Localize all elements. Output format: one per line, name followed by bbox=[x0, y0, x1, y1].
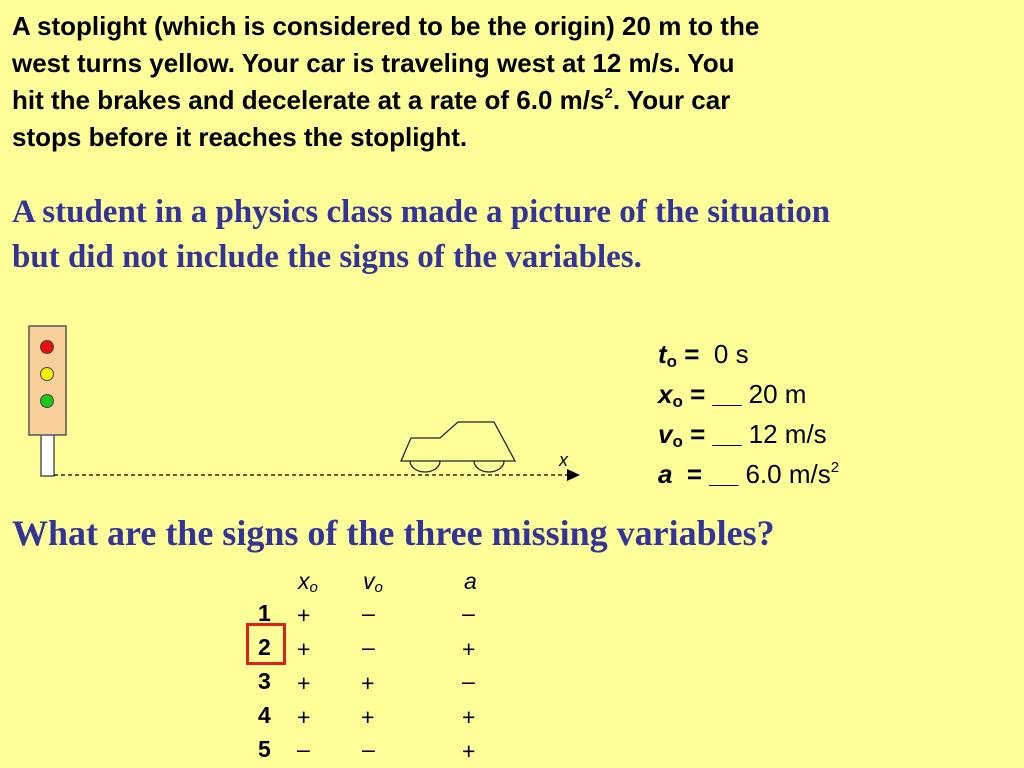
selected-option-highlight bbox=[246, 623, 286, 665]
option-2-v0-sign: – bbox=[362, 634, 375, 660]
option-5-x0-sign: – bbox=[297, 736, 310, 762]
stoplight-pole bbox=[41, 434, 54, 476]
option-1-x0-sign: + bbox=[297, 602, 311, 628]
option-1-number[interactable]: 1 bbox=[258, 600, 271, 626]
option-3-number[interactable]: 3 bbox=[258, 668, 271, 694]
variable-t0: $t_o = 0$ s bbox=[658, 339, 749, 371]
header-a: a bbox=[464, 568, 477, 594]
option-5-a-sign: + bbox=[462, 738, 476, 764]
problem-line-4: stops before it reaches the stoplight. bbox=[12, 122, 468, 152]
option-3-a-sign: – bbox=[462, 668, 475, 694]
option-4-number[interactable]: 4 bbox=[258, 702, 271, 728]
question-text: What are the signs of the three missing variables? bbox=[12, 513, 775, 553]
variable-v0: $v_o$ = __ 12 m/s bbox=[658, 419, 827, 451]
option-3-v0-sign: + bbox=[361, 670, 375, 696]
option-5-v0-sign: – bbox=[362, 736, 375, 762]
green-light-icon bbox=[41, 395, 54, 408]
option-5-number[interactable]: 5 bbox=[258, 736, 271, 762]
x-axis-arrowhead bbox=[567, 469, 580, 481]
student-note bbox=[12, 190, 1017, 280]
problem-statement bbox=[12, 8, 1012, 156]
option-2-a-sign: + bbox=[462, 636, 476, 662]
option-2-number[interactable]: 2 bbox=[258, 634, 271, 660]
problem-line-1: A stoplight (which is considered to be the origin) 20 m to the bbox=[12, 11, 760, 41]
problem-line-3: hit the brakes and decelerate at a rate of 6.0 $m/s^2$. Your car bbox=[12, 85, 731, 115]
variable-a: a = __ 6.0 $m/s^2$ bbox=[658, 459, 840, 489]
option-4-a-sign: + bbox=[462, 704, 476, 730]
option-4-v0-sign: + bbox=[361, 704, 375, 730]
x-axis-label: x bbox=[559, 450, 568, 470]
car-icon bbox=[401, 422, 515, 472]
student-note-line-1: A student in a physics class made a picture of the situation bbox=[12, 194, 831, 230]
variable-x0: $x_o$ = __ 20 m bbox=[658, 379, 807, 411]
student-note-line-2: but did not include the signs of the variables. bbox=[12, 239, 642, 275]
header-x0: xo bbox=[298, 568, 318, 596]
option-1-v0-sign: – bbox=[362, 600, 375, 626]
option-4-x0-sign: + bbox=[297, 704, 311, 730]
yellow-light-icon bbox=[41, 368, 54, 381]
situation-diagram bbox=[0, 300, 620, 500]
header-v0: vo bbox=[363, 568, 383, 596]
red-light-icon bbox=[41, 341, 54, 354]
option-1-a-sign: – bbox=[462, 600, 475, 626]
given-variables bbox=[658, 334, 839, 494]
option-2-x0-sign: + bbox=[297, 636, 311, 662]
option-3-x0-sign: + bbox=[297, 670, 311, 696]
problem-line-2: west turns yellow. Your car is traveling west at 12 m/s. You bbox=[12, 48, 735, 78]
